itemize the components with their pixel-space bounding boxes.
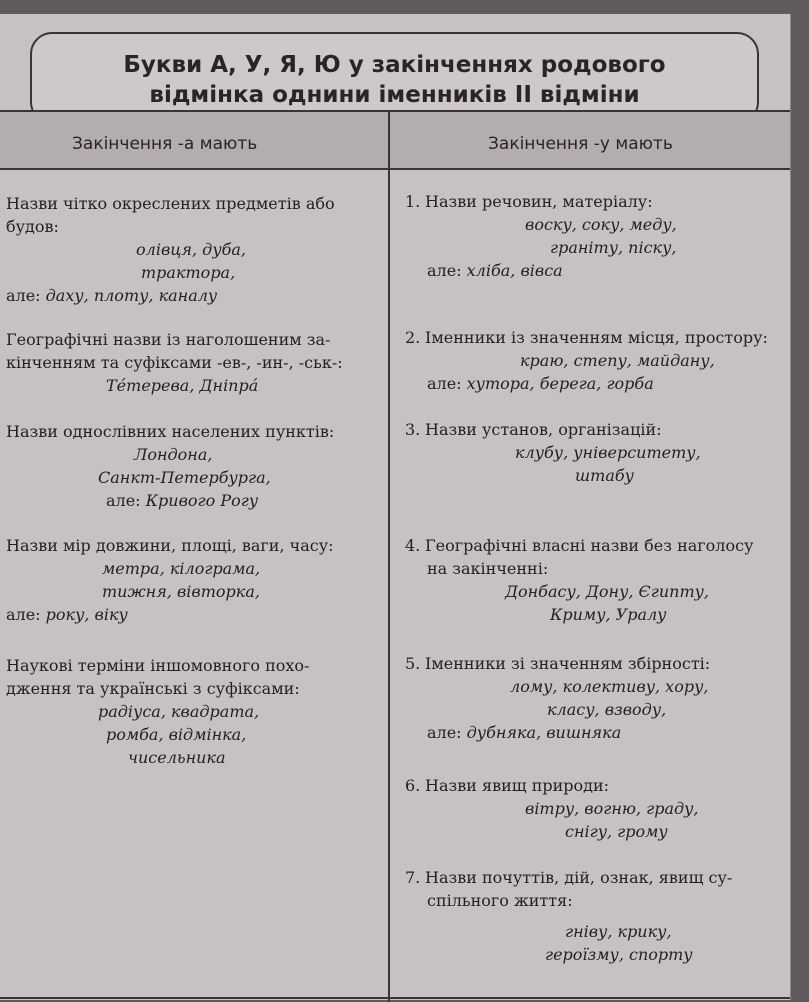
right-entry-2 <box>405 326 768 395</box>
entry-example: класу, взводу, <box>547 700 667 719</box>
entry-example: ромба, відмінка, <box>106 725 247 744</box>
entry-heading: Географічні назви із наголошеним за- <box>6 330 331 349</box>
entry-example: Криму, Уралу <box>550 605 667 624</box>
entry-heading-text: Назви речовин, матеріалу: <box>425 192 653 211</box>
title-line-2: відмінка однини іменників II відміни <box>149 82 640 108</box>
left-entry-2 <box>6 328 343 397</box>
exception-examples: року, віку <box>45 605 128 624</box>
entry-number: 7. <box>405 868 421 887</box>
entry-heading: дження та українські з суфіксами: <box>6 679 300 698</box>
entry-heading <box>405 774 699 797</box>
entry-example: лому, колективу, хору, <box>510 677 709 696</box>
title-line-1: Букви А, У, Я, Ю у закінченнях родового <box>123 52 666 78</box>
entry-heading <box>405 652 710 675</box>
exception-examples: хутора, берега, горба <box>466 374 654 393</box>
right-entry-5 <box>405 652 710 744</box>
entry-heading-text: Назви установ, організацій: <box>425 420 662 439</box>
entry-exception <box>6 284 335 307</box>
exception-examples: даху, плоту, каналу <box>45 286 218 305</box>
entry-example: Санкт-Петербурга, <box>98 468 271 487</box>
entry-heading: спільного життя: <box>427 891 573 910</box>
entry-exception <box>6 603 334 626</box>
entry-example: радіуса, квадрата, <box>98 702 260 721</box>
entry-number: 4. <box>405 536 421 555</box>
entry-heading <box>405 418 701 441</box>
header-ending-u: Закінчення -у мають <box>488 134 673 154</box>
left-entry-3 <box>6 420 334 512</box>
entry-heading: Назви чітко окреслених предметів або <box>6 194 335 213</box>
entry-heading-text: Назви почуттів, дій, ознак, явищ су- <box>425 868 733 887</box>
table-bottom-border <box>0 997 790 999</box>
entry-number: 2. <box>405 328 421 347</box>
left-entry-1 <box>6 192 335 307</box>
entry-heading: Назви однослівних населених пунктів: <box>6 422 335 441</box>
exception-examples: хліба, вівса <box>466 261 563 280</box>
entry-example: героїзму, спорту <box>545 945 693 964</box>
entry-example: гніву, крику, <box>565 922 672 941</box>
entry-heading: на закінченні: <box>427 559 549 578</box>
entry-exception <box>405 372 768 395</box>
right-entry-7 <box>405 866 732 966</box>
entry-heading: будов: <box>6 217 59 236</box>
entry-exception <box>405 721 710 744</box>
ale-label: але: <box>427 374 462 393</box>
entry-heading <box>405 190 677 213</box>
entry-exception <box>6 489 334 512</box>
book-page <box>0 14 791 1000</box>
entry-example: метра, кілограма, <box>102 559 261 578</box>
entry-heading: Наукові терміни іншомовного похо- <box>6 656 310 675</box>
entry-example: снігу, грому <box>565 822 668 841</box>
ale-label: але: <box>427 261 462 280</box>
ale-label: але: <box>6 286 41 305</box>
right-entry-6 <box>405 774 699 843</box>
right-entry-3 <box>405 418 701 487</box>
left-entry-5 <box>6 654 309 769</box>
entry-heading <box>405 866 732 889</box>
entry-heading-text: Географічні власні назви без наголосу <box>425 536 754 555</box>
right-entry-4 <box>405 534 753 626</box>
entry-example: олівця, дуба, <box>136 240 246 259</box>
entry-exception <box>405 259 677 282</box>
ale-label: але: <box>106 491 141 510</box>
entry-example: Донбасу, Дону, Єгипту, <box>505 582 710 601</box>
entry-example: Лондона, <box>134 445 213 464</box>
entry-example: вітру, вогню, граду, <box>525 799 699 818</box>
ale-label: але: <box>6 605 41 624</box>
entry-heading-text: Іменники із значенням місця, простору: <box>425 328 768 347</box>
entry-heading-text: Іменники зі значенням збірності: <box>425 654 711 673</box>
entry-example: граніту, піску, <box>550 238 677 257</box>
entry-example: клубу, університету, <box>515 443 701 462</box>
entry-example: Те́терева, Дніпра́ <box>106 376 259 395</box>
entry-example: воску, соку, меду, <box>525 215 677 234</box>
right-entry-1 <box>405 190 677 282</box>
entry-example: краю, степу, майдану, <box>520 351 715 370</box>
exception-examples: дубняка, вишняка <box>466 723 622 742</box>
entry-number: 6. <box>405 776 421 795</box>
entry-heading: Назви мір довжини, площі, ваги, часу: <box>6 536 334 555</box>
entry-heading-text: Назви явищ природи: <box>425 776 610 795</box>
entry-example: трактора, <box>141 263 236 282</box>
entry-number: 3. <box>405 420 421 439</box>
left-entry-4 <box>6 534 334 626</box>
entry-number: 1. <box>405 192 421 211</box>
entry-example: чисельника <box>128 748 226 767</box>
column-divider <box>388 112 390 1002</box>
entry-number: 5. <box>405 654 421 673</box>
table-header-row <box>0 112 790 170</box>
entry-heading: кінченням та суфіксами -ев-, -ин-, -ськ-: <box>6 353 343 372</box>
entry-example: штабу <box>575 466 634 485</box>
ale-label: але: <box>427 723 462 742</box>
entry-heading <box>405 534 753 557</box>
header-ending-a: Закінчення -а мають <box>72 134 258 154</box>
entry-example: тижня, вівторка, <box>102 582 260 601</box>
entry-heading <box>405 326 768 349</box>
exception-examples: Кривого Рогу <box>145 491 259 510</box>
